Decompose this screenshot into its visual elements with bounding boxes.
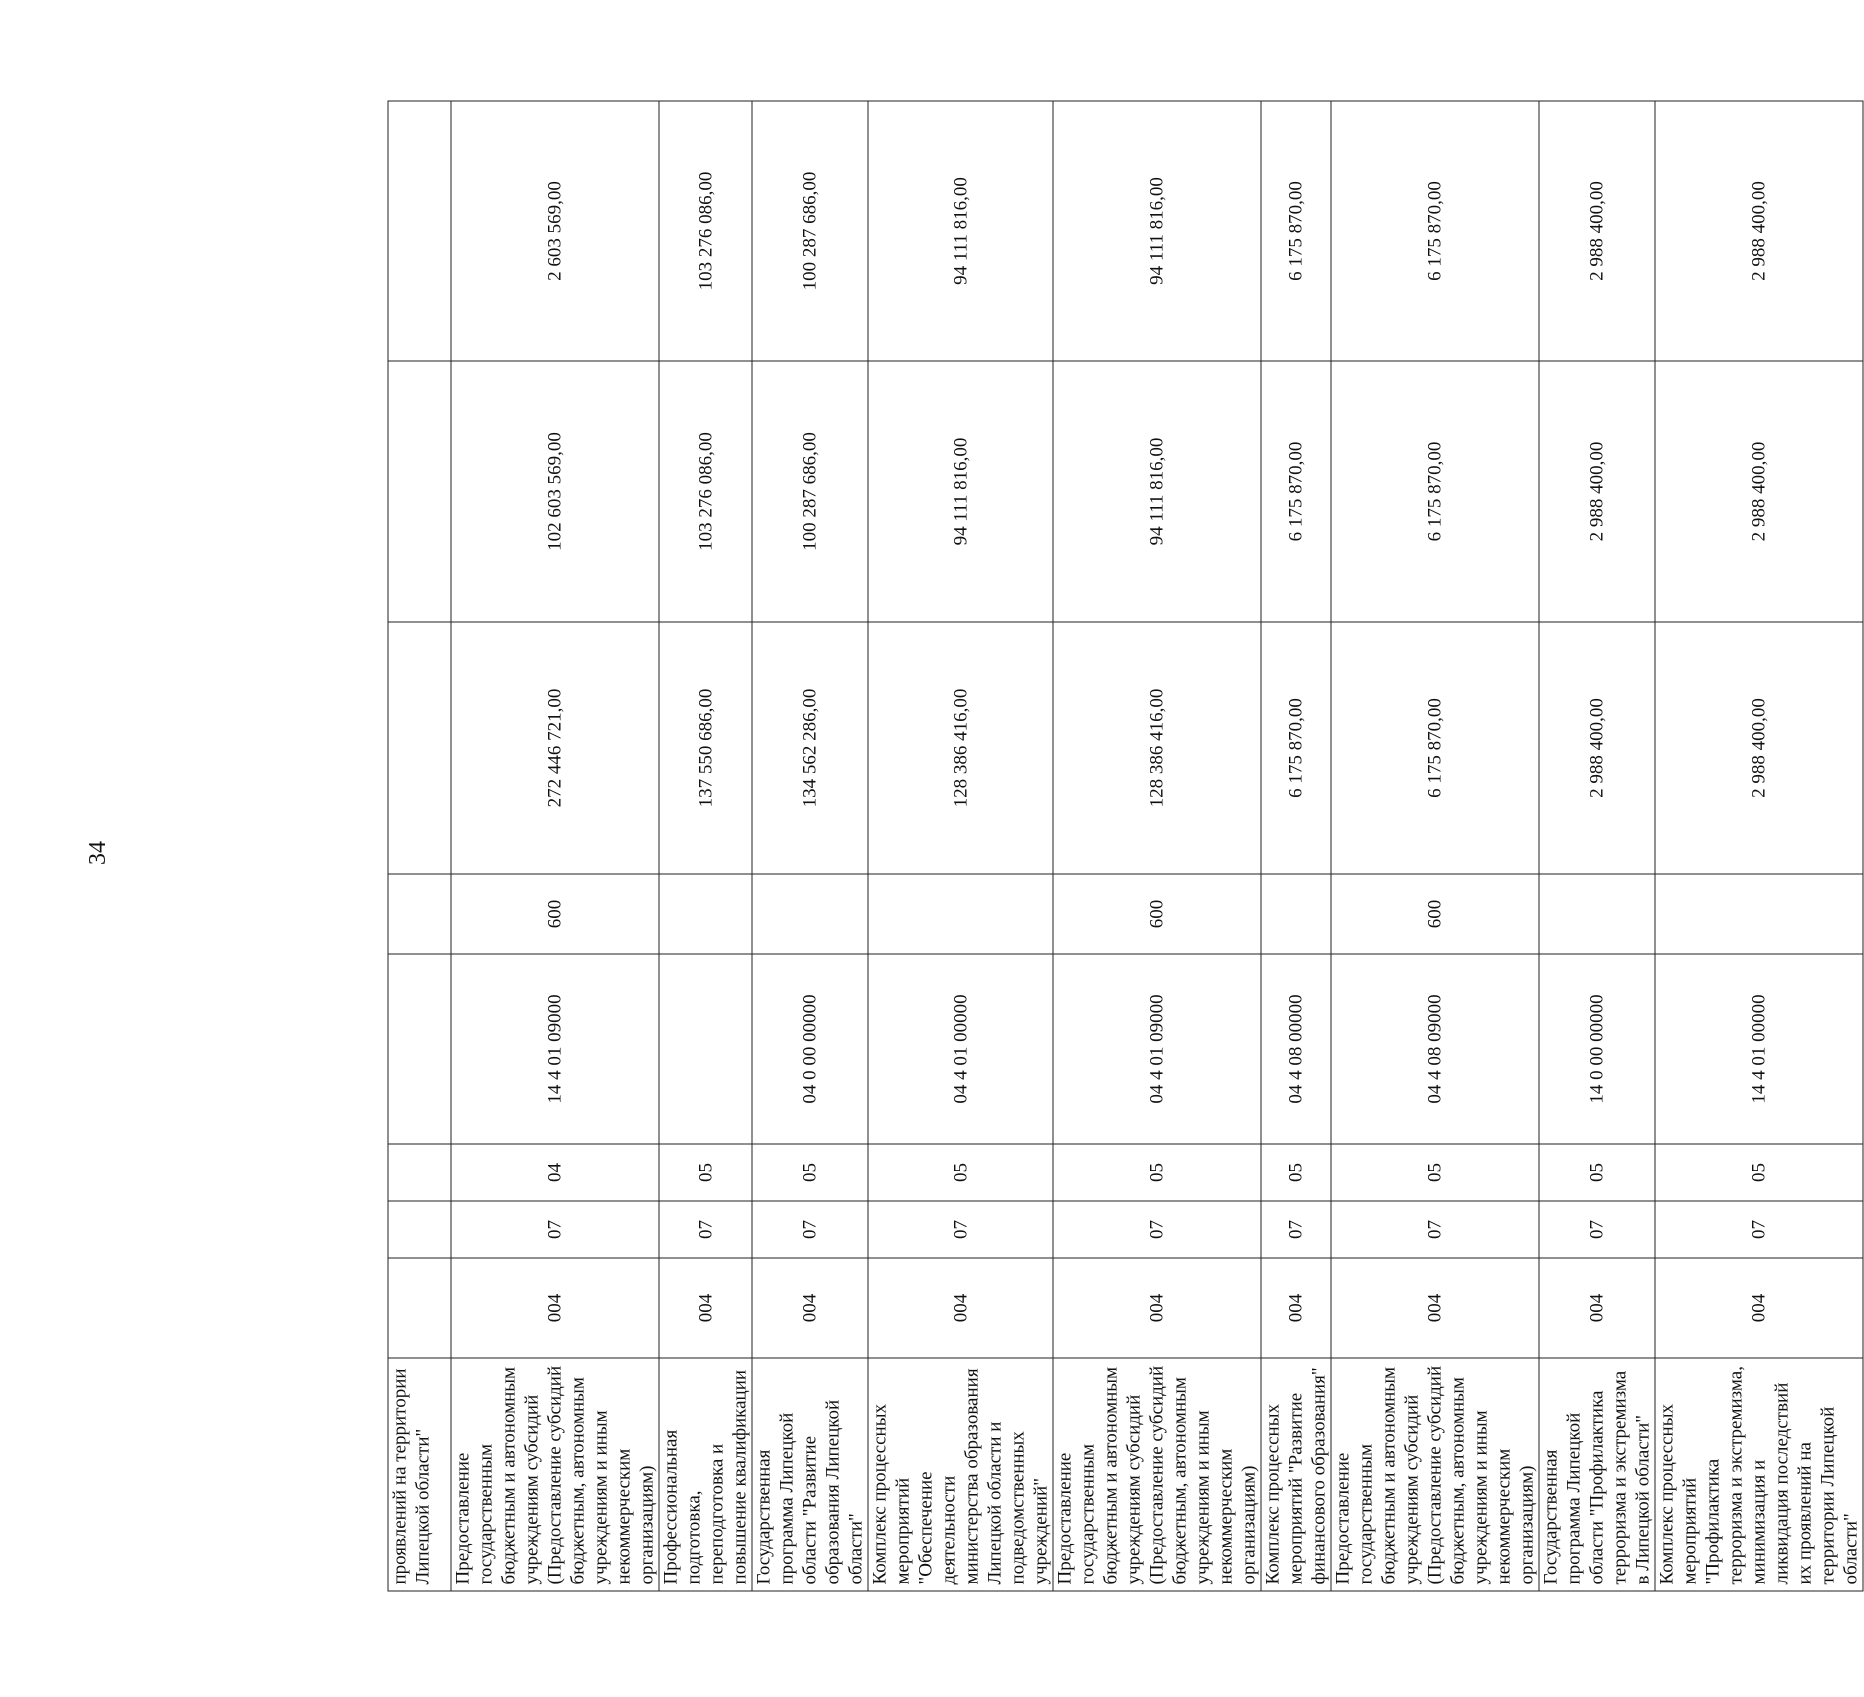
target-article-cell	[659, 954, 752, 1144]
amount-cell-3: 6 175 870,00	[1331, 101, 1539, 361]
amount-cell-2: 2 988 400,00	[1539, 361, 1655, 622]
target-article-cell: 14 4 01 00000	[1655, 954, 1863, 1144]
table-row	[1655, 101, 1863, 1591]
admin-code-cell: 004	[1539, 1258, 1655, 1358]
section-code-cell: 07	[451, 1201, 659, 1258]
subsection-code-cell	[388, 1144, 451, 1201]
subsection-code-cell: 05	[1053, 1144, 1261, 1201]
admin-code-cell: 004	[659, 1258, 752, 1358]
admin-code-cell: 004	[1655, 1258, 1863, 1358]
row-name-cell: Комплекс процессных мероприятий "Развитие финансового образования"	[1261, 1358, 1331, 1591]
subsection-code-cell: 05	[752, 1144, 868, 1201]
subsection-code-cell: 05	[1655, 1144, 1863, 1201]
amount-cell-3: 100 287 686,00	[752, 101, 868, 361]
amount-cell-1: 6 175 870,00	[1331, 622, 1539, 874]
amount-cell-2: 94 111 816,00	[1053, 361, 1261, 622]
table-row	[1331, 101, 1539, 1591]
amount-cell-2: 94 111 816,00	[868, 361, 1053, 622]
admin-code-cell: 004	[1261, 1258, 1331, 1358]
admin-code-cell: 004	[451, 1258, 659, 1358]
amount-cell-1: 2 988 400,00	[1539, 622, 1655, 874]
amount-cell-2: 103 276 086,00	[659, 361, 752, 622]
row-name-cell: Комплекс процессных мероприятий "Профилактика терроризма и экстремизма, минимизация и ликвидация последствий их проявлений на территории Липецкой области"	[1655, 1358, 1863, 1591]
row-name-cell: Предоставление государственным бюджетным и автономным учреждениям субсидий (Предоставление субсидий бюджетным, автономным учреждениям и иным некоммерческим организациям)	[1053, 1358, 1261, 1591]
page-number: 34	[85, 841, 111, 865]
expense-type-cell	[1655, 874, 1863, 954]
amount-cell-1: 134 562 286,00	[752, 622, 868, 874]
admin-code-cell: 004	[752, 1258, 868, 1358]
amount-cell-3: 6 175 870,00	[1261, 101, 1331, 361]
amount-cell-1: 6 175 870,00	[1261, 622, 1331, 874]
admin-code-cell: 004	[1331, 1258, 1539, 1358]
table-row	[752, 101, 868, 1591]
subsection-code-cell: 05	[1539, 1144, 1655, 1201]
section-code-cell: 07	[868, 1201, 1053, 1258]
table-row	[451, 101, 659, 1591]
amount-cell-3: 2 603 569,00	[451, 101, 659, 361]
subsection-code-cell: 05	[1261, 1144, 1331, 1201]
amount-cell-3: 94 111 816,00	[1053, 101, 1261, 361]
amount-cell-2: 100 287 686,00	[752, 361, 868, 622]
amount-cell-3: 2 988 400,00	[1655, 101, 1863, 361]
section-code-cell: 07	[1261, 1201, 1331, 1258]
target-article-cell: 04 4 01 09000	[1053, 954, 1261, 1144]
table-row	[388, 101, 451, 1591]
section-code-cell: 07	[1331, 1201, 1539, 1258]
amount-cell-3: 2 988 400,00	[1539, 101, 1655, 361]
rotated-table-wrapper	[388, 102, 1862, 1592]
section-code-cell: 07	[1655, 1201, 1863, 1258]
expense-type-cell: 600	[1053, 874, 1261, 954]
table-row	[659, 101, 752, 1591]
amount-cell-2: 102 603 569,00	[451, 361, 659, 622]
amount-cell-3: 103 276 086,00	[659, 101, 752, 361]
amount-cell-2: 2 988 400,00	[1655, 361, 1863, 622]
row-name-cell: проявлений на территории Липецкой области"	[388, 1358, 451, 1591]
target-article-cell: 14 4 01 09000	[451, 954, 659, 1144]
subsection-code-cell: 04	[451, 1144, 659, 1201]
target-article-cell: 14 0 00 00000	[1539, 954, 1655, 1144]
row-name-cell: Предоставление государственным бюджетным и автономным учреждениям субсидий (Предоставление субсидий бюджетным, автономным учреждениям и иным некоммерческим организациям)	[1331, 1358, 1539, 1591]
section-code-cell: 07	[659, 1201, 752, 1258]
amount-cell-1: 272 446 721,00	[451, 622, 659, 874]
target-article-cell: 04 4 08 00000	[1261, 954, 1331, 1144]
admin-code-cell	[388, 1258, 451, 1358]
expense-type-cell: 600	[1331, 874, 1539, 954]
admin-code-cell: 004	[1053, 1258, 1261, 1358]
expense-type-cell	[752, 874, 868, 954]
budget-table	[388, 101, 1864, 1592]
amount-cell-3: 94 111 816,00	[868, 101, 1053, 361]
amount-cell-1: 2 988 400,00	[1655, 622, 1863, 874]
table-row	[1053, 101, 1261, 1591]
amount-cell-1: 137 550 686,00	[659, 622, 752, 874]
row-name-cell: Комплекс процессных мероприятий "Обеспечение деятельности министерства образования Липецкой области и подведомственных учреждений"	[868, 1358, 1053, 1591]
row-name-cell: Государственная программа Липецкой области "Развитие образования Липецкой области"	[752, 1358, 868, 1591]
subsection-code-cell: 05	[868, 1144, 1053, 1201]
amount-cell-3	[388, 101, 451, 361]
amount-cell-1	[388, 622, 451, 874]
expense-type-cell: 600	[451, 874, 659, 954]
expense-type-cell	[659, 874, 752, 954]
amount-cell-2: 6 175 870,00	[1331, 361, 1539, 622]
amount-cell-2: 6 175 870,00	[1261, 361, 1331, 622]
expense-type-cell	[868, 874, 1053, 954]
row-name-cell: Предоставление государственным бюджетным и автономным учреждениям субсидий (Предоставление субсидий бюджетным, автономным учреждениям и иным некоммерческим организациям)	[451, 1358, 659, 1591]
row-name-cell: Профессиональная подготовка, переподготовка и повышение квалификации	[659, 1358, 752, 1591]
subsection-code-cell: 05	[659, 1144, 752, 1201]
target-article-cell: 04 4 01 00000	[868, 954, 1053, 1144]
section-code-cell: 07	[1053, 1201, 1261, 1258]
expense-type-cell	[1539, 874, 1655, 954]
target-article-cell: 04 4 08 09000	[1331, 954, 1539, 1144]
target-article-cell	[388, 954, 451, 1144]
amount-cell-2	[388, 361, 451, 622]
table-row	[1539, 101, 1655, 1591]
section-code-cell	[388, 1201, 451, 1258]
target-article-cell: 04 0 00 00000	[752, 954, 868, 1144]
row-name-cell: Государственная программа Липецкой области "Профилактика терроризма и экстремизма в Липецкой области"	[1539, 1358, 1655, 1591]
table-row	[1261, 101, 1331, 1591]
subsection-code-cell: 05	[1331, 1144, 1539, 1201]
amount-cell-1: 128 386 416,00	[868, 622, 1053, 874]
amount-cell-1: 128 386 416,00	[1053, 622, 1261, 874]
expense-type-cell	[1261, 874, 1331, 954]
expense-type-cell	[388, 874, 451, 954]
section-code-cell: 07	[752, 1201, 868, 1258]
admin-code-cell: 004	[868, 1258, 1053, 1358]
section-code-cell: 07	[1539, 1201, 1655, 1258]
table-row	[868, 101, 1053, 1591]
table-body	[388, 101, 1863, 1591]
